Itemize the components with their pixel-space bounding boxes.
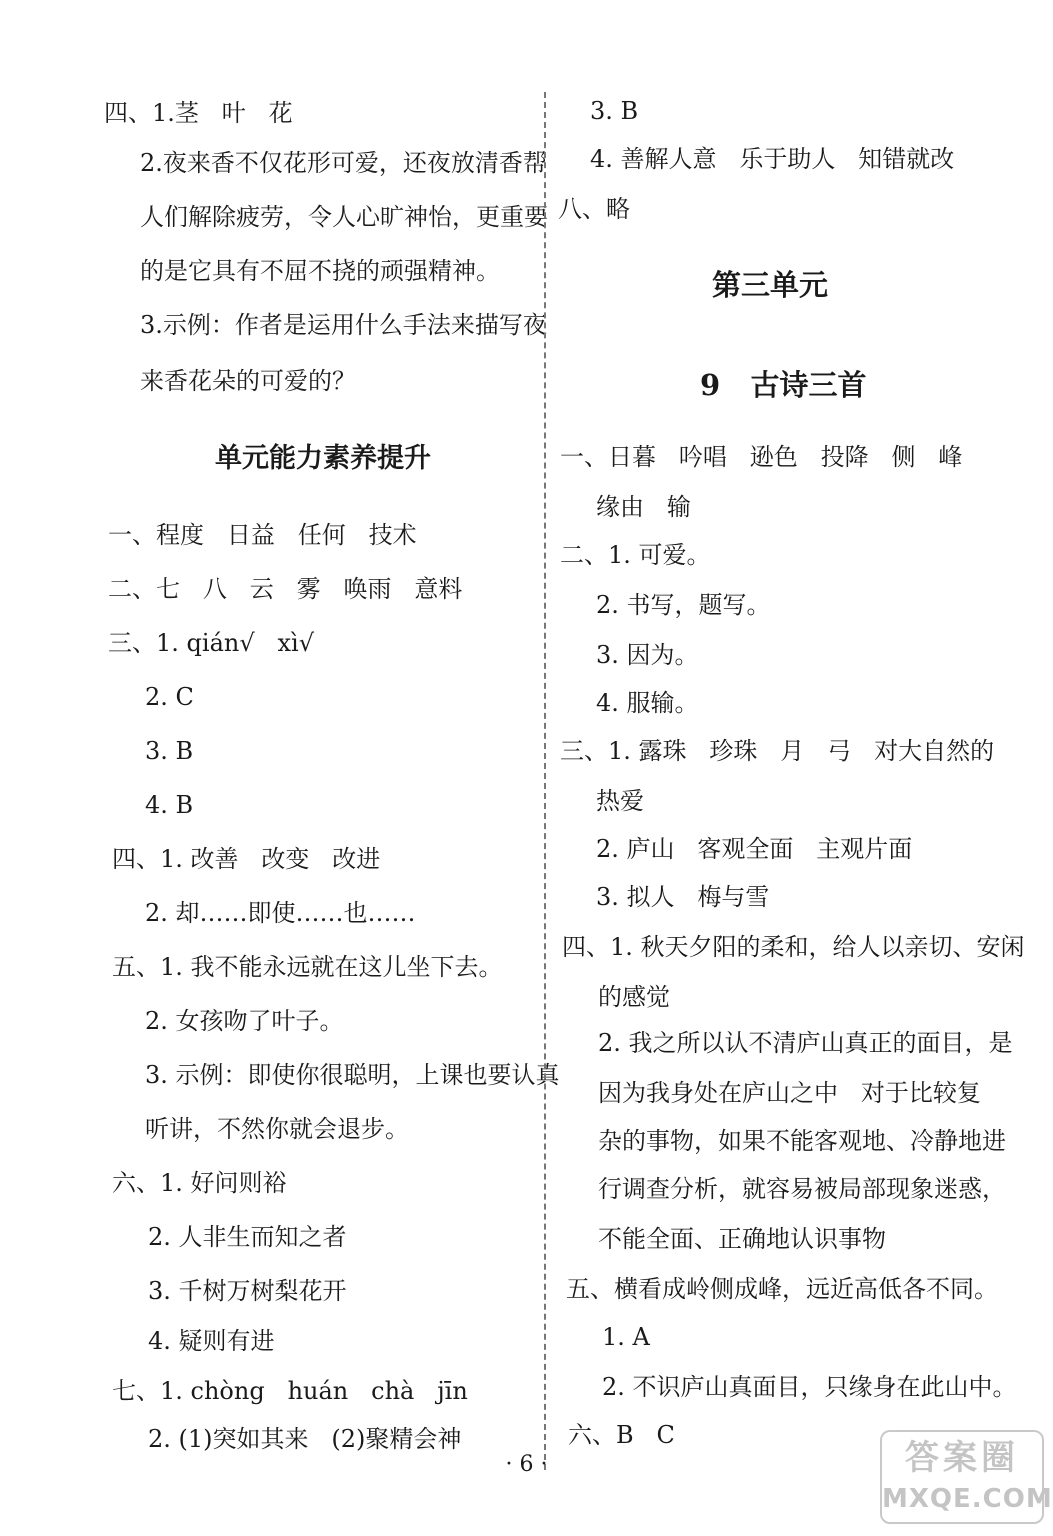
answer-line: 3. 示例：即使你很聪明，上课也要认真: [145, 1061, 560, 1089]
answer-line: 三、1. qián√ xì√: [108, 629, 315, 657]
answer-line: 七、1. chòng huán chà jīn: [112, 1377, 468, 1405]
answer-line: 五、1. 我不能永远就在这儿坐下去。: [112, 953, 503, 981]
answer-line: 不能全面、正确地认识事物: [598, 1225, 886, 1253]
watermark-logo: [880, 1430, 1053, 1524]
section-title: 单元能力素养提升: [215, 443, 431, 474]
answer-line: 2. 人非生而知之者: [148, 1223, 347, 1251]
lesson-title: 9 古诗三首: [700, 368, 867, 402]
answer-line: 热爱: [596, 787, 644, 815]
answer-line: 3. 拟人 梅与雪: [596, 883, 770, 911]
answer-line: 的是它具有不屈不挠的顽强精神。: [140, 257, 500, 285]
answer-line: 缘由 输: [596, 493, 691, 521]
unit-title: 第三单元: [712, 268, 829, 302]
answer-line: 六、1. 好问则裕: [112, 1169, 287, 1197]
answer-line: 四、1. 秋天夕阳的柔和，给人以亲切、安闲: [562, 933, 1025, 961]
answer-line: 因为我身处在庐山之中 对于比较复: [598, 1079, 981, 1107]
answer-line: 3. B: [590, 97, 639, 125]
answer-line: 的感觉: [598, 983, 670, 1011]
answer-line: 杂的事物，如果不能客观地、冷静地进: [598, 1127, 1006, 1155]
answer-line: 行调查分析，就容易被局部现象迷惑，: [598, 1175, 1006, 1203]
answer-line: 4. 善解人意 乐于助人 知错就改: [590, 145, 955, 173]
answer-line: 2. 不识庐山真面目，只缘身在此山中。: [602, 1373, 1017, 1401]
answer-line: 2. 我之所以认不清庐山真正的面目，是: [598, 1029, 1013, 1057]
column-divider: [544, 92, 546, 1470]
answer-line: 2. C: [145, 683, 194, 711]
answer-line: 二、1. 可爱。: [560, 541, 711, 569]
answer-line: 4. 疑则有进: [148, 1327, 275, 1355]
answer-line: 2. 书写，题写。: [596, 591, 771, 619]
answer-line: 2. 却……即使……也……: [145, 899, 416, 927]
answer-line: 2. 女孩吻了叶子。: [145, 1007, 344, 1035]
answer-line: 3. 千树万树梨花开: [148, 1277, 347, 1305]
answer-line: 听讲，不然你就会退步。: [145, 1115, 409, 1143]
answer-line: 四、1.茎 叶 花: [104, 99, 293, 127]
answer-line: 三、1. 露珠 珍珠 月 弓 对大自然的: [560, 737, 995, 765]
answer-line: 八、略: [558, 195, 630, 223]
answer-line: 3. 因为。: [596, 641, 699, 669]
answer-line: 3. B: [145, 737, 194, 765]
answer-line: 来香花朵的可爱的？: [140, 367, 356, 395]
answer-line: 五、横看成岭侧成峰，远近高低各不同。: [566, 1275, 998, 1303]
answer-line: 2.夜来香不仅花形可爱，还夜放清香帮: [140, 149, 547, 177]
answer-line: 二、七 八 云 雾 唤雨 意料: [108, 575, 463, 603]
answer-line: 2. (1)突如其来 (2)聚精会神: [148, 1425, 462, 1453]
answer-line: 六、B C: [568, 1421, 675, 1449]
answer-line: 一、程度 日益 任何 技术: [108, 521, 417, 549]
answer-line: 3.示例：作者是运用什么手法来描写夜: [140, 311, 547, 339]
watermark-url: MXQE.COM: [882, 1484, 1053, 1514]
answer-line: 4. B: [145, 791, 194, 819]
answer-line: 4. 服输。: [596, 689, 699, 717]
answer-line: 1. A: [602, 1323, 650, 1351]
watermark-title: 答案圈: [905, 1438, 1019, 1478]
answer-line: 2. 庐山 客观全面 主观片面: [596, 835, 913, 863]
answer-line: 一、日暮 吟唱 逊色 投降 侧 峰: [560, 443, 963, 471]
answer-line: 四、1. 改善 改变 改进: [112, 845, 381, 873]
page-number: · 6 ·: [505, 1452, 548, 1477]
answer-line: 人们解除疲劳，令人心旷神怡，更重要: [140, 203, 548, 231]
